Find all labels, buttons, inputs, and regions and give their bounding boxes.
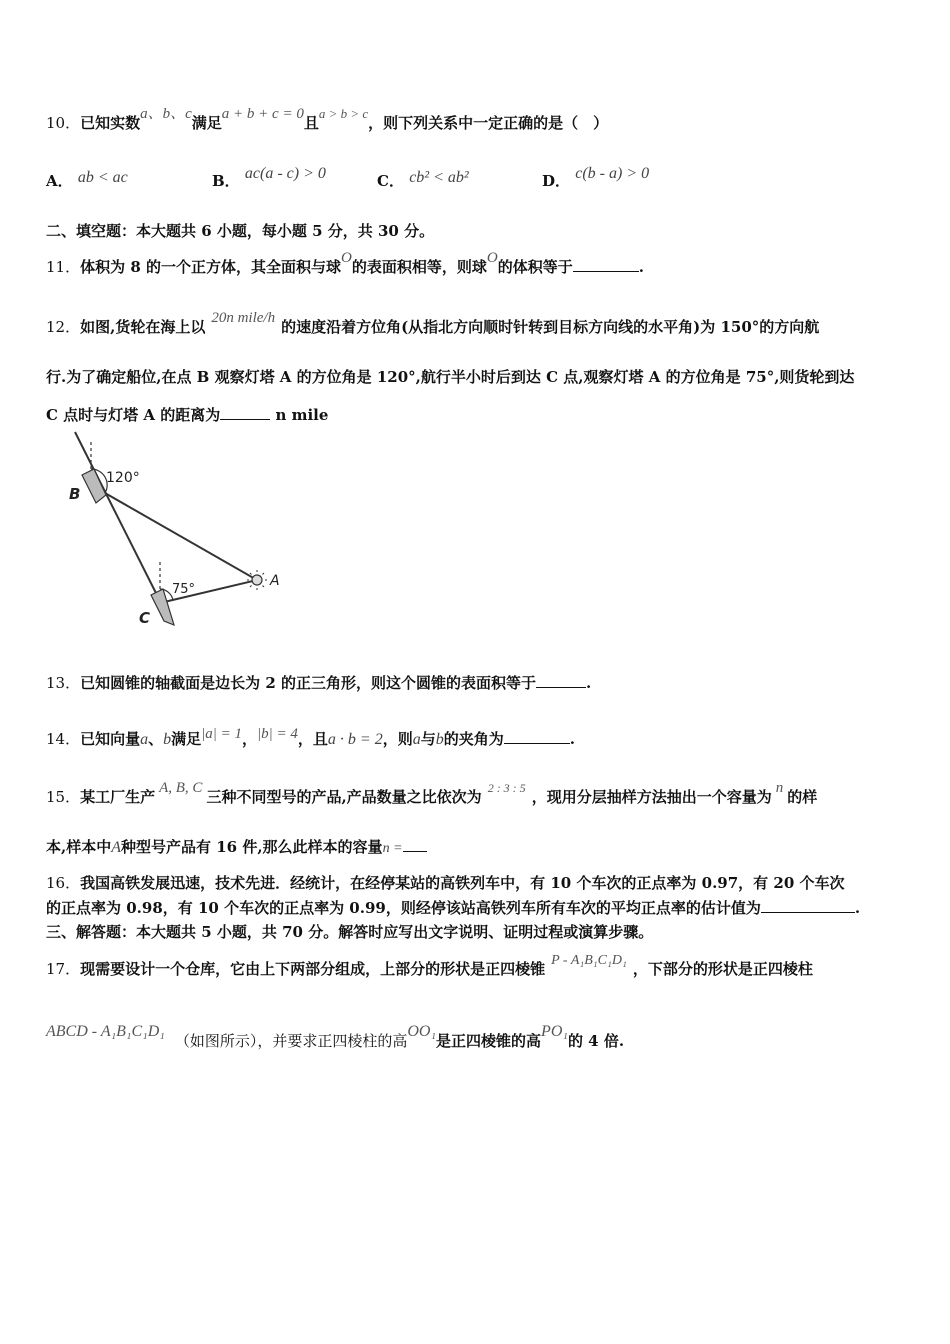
q10-option-b[interactable]: B． ac(a - c) > 0 (212, 165, 326, 190)
q17-pyramid: P - A₁B₁C₁D₁ (551, 953, 627, 968)
q11-answer-blank[interactable] (573, 257, 639, 272)
course-line (75, 432, 168, 617)
q10-option-d[interactable]: D． c(b - a) > 0 (542, 165, 650, 190)
q11-sphere-o: O (340, 250, 352, 266)
point-label-a: A (270, 573, 280, 589)
q10-stem: 10．已知实数a、b、c满足a + b + c = 0且a > b > c，则下列关系中一定正确的是（ ） (46, 106, 609, 132)
q16-answer-blank[interactable] (761, 898, 855, 913)
angle-label-b: 120° (106, 470, 140, 486)
q14-cond1: |a| = 1 (201, 726, 243, 742)
q15-answer-blank[interactable] (403, 837, 427, 852)
q12-answer-blank[interactable] (220, 405, 270, 420)
section-2-heading: 二、填空题：本大题共 6 小题，每小题 5 分，共 30 分。 (46, 222, 435, 240)
q12-stem-line1: 12．如图,货轮在海上以 20n mile/h 的速度沿着方位角(从指北方向顺时针转到目标方向线的水平角)为 150°的方向航 (46, 310, 820, 336)
angle-label-c: 75° (172, 582, 196, 597)
q12-speed: 20n mile/h (211, 310, 276, 326)
navigation-figure (60, 425, 310, 635)
q14-cond3: a · b = 2 (327, 731, 383, 748)
q12-stem-line3: C 点时与灯塔 A 的距离为 n mile (46, 406, 329, 424)
q17-height-oo1: OO₁ (407, 1023, 437, 1040)
line-b-to-a (91, 485, 257, 580)
q13-stem: 13．已知圆锥的轴截面是边长为 2 的正三角形，则这个圆锥的表面积等于 . (46, 674, 592, 692)
q11-stem: 11．体积为 8 的一个正方体，其全面积与球O的表面积相等，则球O的体积等于 . (46, 250, 644, 276)
q17-stem-line1: 17．现需要设计一个仓库，它由上下两部分组成，上部分的形状是正四棱锥 P - A₁B₁C₁D₁ ，下部分的形状是正四棱柱 (46, 953, 813, 978)
q10-vars: a、b、c (140, 106, 192, 122)
q16-stem-line1: 16．我国高铁发展迅速，技术先进．经统计，在经停某站的高铁列车中，有 10 个车次的正点率为 0.97，有 20 个车次 (46, 874, 845, 892)
q14-stem: 14．已知向量a、b满足|a| = 1，|b| = 4，且a · b = 2，则a与b的夹角为 . (46, 726, 575, 748)
section-3-heading: 三、解答题：本大题共 5 小题，共 70 分。解答时应写出文字说明、证明过程或演算步骤。 (46, 923, 654, 941)
q17-prism: ABCD - A₁B₁C₁D₁ (46, 1023, 165, 1040)
point-label-c: C (139, 609, 151, 627)
q16-stem-line2: 的正点率为 0.98，有 10 个车次的正点率为 0.99，则经停该站高铁列车所有车次的平均正点率的估计值为 . (46, 899, 861, 917)
q15-stem-line1: 15．某工厂生产 A, B, C 三种不同型号的产品,产品数量之比依次为 $^{2 : 3 : 5}$ ，现用分层抽样方法抽出一个容量为 n 的样 (46, 780, 818, 806)
q10-cond1: a + b + c = 0 (221, 106, 304, 122)
q10-option-a[interactable]: A． ab < ac (46, 169, 128, 190)
q14-cond2: |b| = 4 (257, 726, 298, 742)
q10-option-c[interactable]: C． cb² < ab² (377, 169, 469, 190)
q17-height-po1: PO₁ (541, 1023, 568, 1040)
q17-stem-line2: ABCD - A₁B₁C₁D₁（如图所示），并要求正四棱柱的高OO₁是正四棱锥的高PO₁的 4 倍. (46, 1023, 625, 1050)
lighthouse-icon (247, 570, 267, 590)
q15-stem-line2: 本,样本中A种型号产品有 16 件,那么此样本的容量n = (46, 836, 427, 857)
q14-answer-blank[interactable] (504, 729, 570, 744)
q10-number: 10． (46, 114, 81, 132)
q15-ratio: 2 : 3 : 5 (487, 781, 526, 795)
q12-stem-line2: 行.为了确定船位,在点 B 观察灯塔 A 的方位角是 120°,航行半小时后到达 C 点,观察灯塔 A 的方位角是 75°,则货轮到达 (46, 368, 855, 386)
point-label-b: B (69, 485, 81, 503)
q10-cond2: a > b > c (318, 106, 369, 121)
q13-answer-blank[interactable] (536, 673, 586, 688)
q15-types: A, B, C (159, 780, 203, 796)
